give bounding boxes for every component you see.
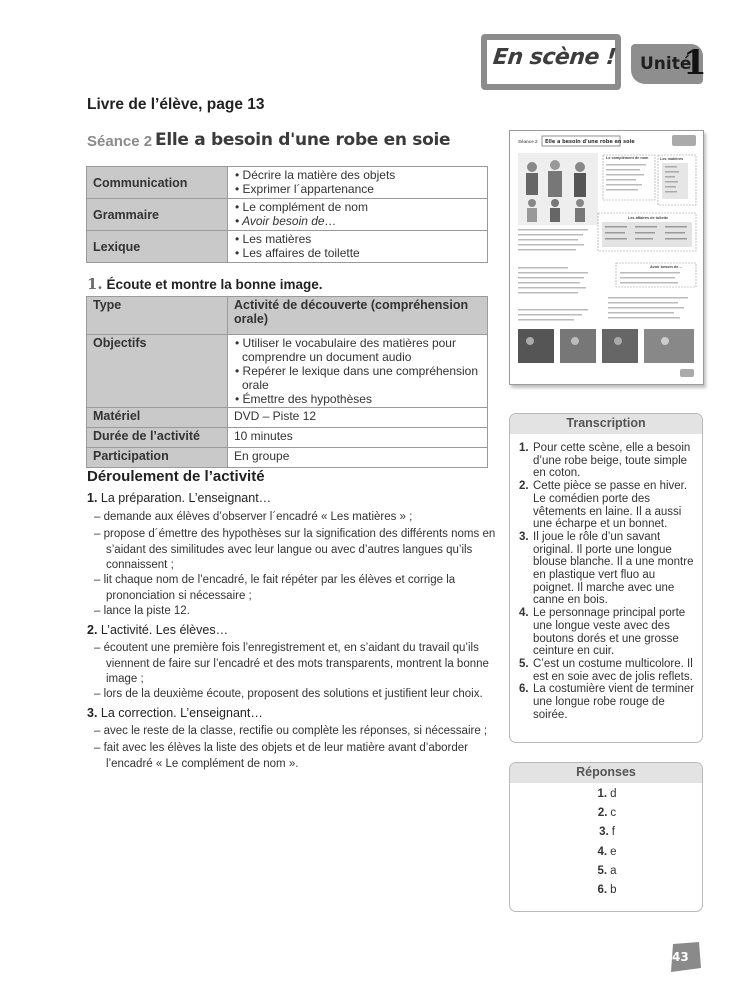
step-heading [87,623,228,637]
reponse-item [510,865,704,884]
reponse-value: c [610,807,617,820]
participation-header: Participation [87,448,228,468]
transcription-text: Le personnage principal porte une longue veste avec des boutons dorés et une grosse ceinture en cuir. [533,607,686,658]
materiel-value: DVD – Piste 12 [228,408,488,428]
participation-value: En groupe [228,448,488,468]
transcription-item [519,442,697,480]
reponse-num: 5. [597,864,608,877]
reponse-num: 4. [597,845,608,858]
step-item: – avec le reste de la classe, rectifie ou complète les réponses, si nécessaire ; [94,725,488,737]
transcription-title: Transcription [510,414,702,434]
thumb-box-title: Les affaires de toilette [628,216,669,220]
activity-row [87,335,488,408]
transcription-text: C’est un costume multicolore. Il est en soie avec de jolis reflets. [533,657,693,683]
step-label: L’activité. Les élèves… [100,623,229,637]
page-number: 43 [672,950,689,964]
reponse-num: 1. [597,788,608,800]
transcription-item [519,480,697,531]
reponse-num: 2. [597,807,608,820]
overview-value [228,199,488,231]
transcription-item [519,683,697,721]
activity-row [87,297,488,335]
transcription-item [519,607,697,658]
reponse-item [510,788,704,807]
overview-header: Communication [87,167,228,199]
overview-item: • Décrire la matière des objets [234,168,481,182]
thumb-box-title: Avoir besoin de… [650,265,683,269]
reponse-value: f [611,826,615,839]
transcription-num: 5. [519,657,529,670]
thumbnail-drawing [510,131,703,384]
step-number: 3. [87,706,98,720]
overview-item: • Les affaires de toilette [234,246,481,260]
transcription-panel [509,413,703,743]
unit-number: 1 [683,43,707,83]
transcription-text: La costumière vient de terminer une longue robe rouge de soirée. [533,683,695,721]
objectifs-value [228,335,488,408]
step-item: – lors de la deuxième écoute, proposent des solutions et justifient leur choix. [94,688,483,700]
step-item: – écoutent une première fois l’enregistrement et, en s’aidant du travail qu’ils viennent de faire sur l’encadré et des mots transparents, montrent la bonne image ; [94,642,489,685]
book-page-reference: Livre de l’élève, page 13 [87,96,265,113]
reponse-num: 6. [597,883,608,896]
step-item: – lit chaque nom de l’encadré, le fait répéter par les élèves et corrige la prononciation si nécessaire ; [94,574,456,602]
activity-table [86,296,488,468]
objectif-item: • Repérer le lexique dans une compréhension orale [234,364,481,392]
step-item: – demande aux élèves d’observer l´encadré « Les matières » ; [94,511,413,523]
overview-item: • Exprimer l´appartenance [234,182,481,196]
reponse-value: d [610,788,617,800]
overview-item: • Les matières [234,232,481,246]
step-item: – lance la piste 12. [94,605,190,617]
overview-item: • Avoir besoin de… [234,214,481,228]
brand-title: En scène ! [491,45,618,70]
reponses-title: Réponses [510,763,702,783]
transcription-item [519,531,697,607]
transcription-num: 2. [519,480,529,493]
step-number: 2. [87,623,98,637]
overview-item: • Le complément de nom [234,200,481,214]
transcription-num: 1. [519,442,529,454]
activity-number: 1. [87,275,103,293]
type-header: Type [87,297,228,335]
transcription-list [519,442,697,721]
reponse-value: a [610,864,617,877]
unit-label: Unité [640,54,692,74]
step-label: La préparation. L’enseignant… [100,491,272,505]
reponse-item [510,884,704,903]
transcription-item [519,658,697,683]
thumb-box-title: Le complément de nom [606,156,649,160]
reponses-list [510,788,704,903]
seance-label: Séance 2 [87,133,153,150]
overview-value [228,167,488,199]
transcription-num: 3. [519,530,529,543]
student-page-thumbnail [509,130,704,385]
objectif-item: • Émettre des hypothèses [234,392,481,406]
reponse-num: 3. [599,826,609,839]
overview-row [87,199,488,231]
step-number: 1. [87,491,98,505]
reponses-panel [509,762,703,912]
thumb-seance-title: Elle a besoin d'une robe en soie [545,139,635,145]
transcription-num: 4. [519,607,529,620]
overview-value [228,231,488,263]
thumb-box-title: Les matières [660,157,684,161]
reponse-value: b [610,883,617,896]
activity-title-text: Écoute et montre la bonne image. [106,277,323,292]
step-item: – propose d´émettre des hypothèses sur la signification des différents noms en s’aidant des similitudes avec leur langue ou avec d’autres langues qu’ils connaissent ; [94,528,496,571]
activity-row [87,448,488,468]
overview-row [87,167,488,199]
step-label: La correction. L’enseignant… [100,706,263,720]
deroulement-title: Déroulement de l’activité [87,468,265,485]
objectifs-header: Objectifs [87,335,228,408]
transcription-text: Pour cette scène, elle a besoin d’une robe beige, toute simple en coton. [533,442,691,480]
transcription-text: Il joue le rôle d’un savant original. Il porte une longue blouse blanche. Il a une montre en plastique vert fluo au poignet. Il marche avec une canne en bois. [533,530,694,607]
seance-title: Elle a besoin d'une robe en soie [155,130,451,150]
duree-value: 10 minutes [228,428,488,448]
overview-row [87,231,488,263]
activity-row [87,428,488,448]
transcription-num: 6. [519,683,529,696]
step-heading [87,706,263,720]
materiel-header: Matériel [87,408,228,428]
activity-row [87,408,488,428]
thumb-seance-label: Séance 2 [518,139,538,144]
objectif-item: • Utiliser le vocabulaire des matières pour comprendre un document audio [234,336,481,364]
overview-header: Lexique [87,231,228,263]
reponse-value: e [610,845,617,858]
step-item: – fait avec les élèves la liste des objets et de leur matière avant d’aborder l’encadré « Le complément de nom ». [94,742,468,770]
type-value: Activité de découverte (compréhension orale) [228,297,488,335]
reponse-item [510,807,704,826]
transcription-text: Cette pièce se passe en hiver. Le comédien porte des vêtements en laine. Il a aussi une écharpe et un bonnet. [533,480,688,531]
reponse-item [510,826,704,845]
step-heading [87,491,271,505]
duree-header: Durée de l’activité [87,428,228,448]
reponse-item [510,846,704,865]
overview-table [86,166,488,263]
overview-header: Grammaire [87,199,228,231]
activity-title [87,275,322,293]
